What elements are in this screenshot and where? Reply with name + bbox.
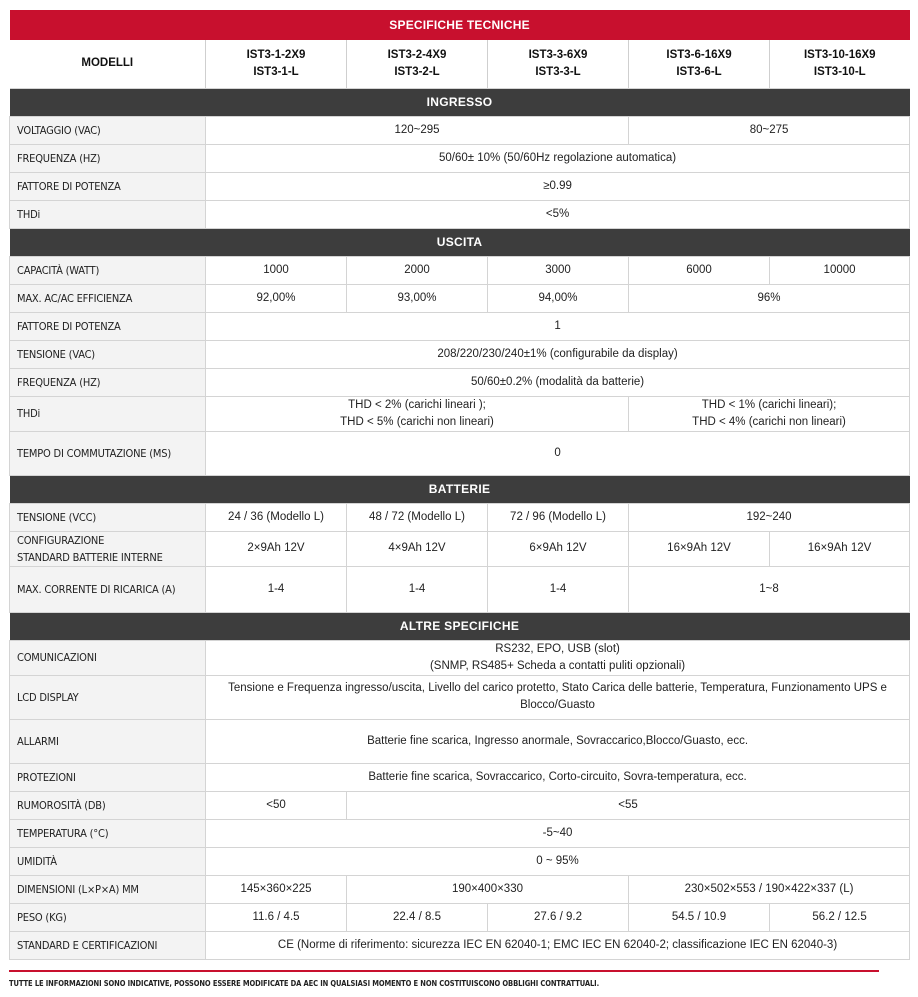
spec-value: THD < 2% (carichi lineari ); THD < 5% (carichi non lineari) [206,396,629,431]
model-header [488,40,629,88]
spec-value: 50/60±0.2% (modalità da batterie) [206,368,910,396]
spec-label: CAPACITÀ (WATT) [10,256,206,284]
disclaimer-footnote: TUTTE LE INFORMAZIONI SONO INDICATIVE, POSSONO ESSERE MODIFICATE DA AEC IN QUALSIASI MOMENTO E NON COSTITUISCONO OBBLIGHI CONTRATTUALI. [9,979,600,988]
spec-label: LCD DISPLAY [10,675,206,719]
spec-value: CE (Norme di riferimento: sicurezza IEC EN 62040-1; EMC IEC EN 62040-2; classificazione IEC EN 62040-3) [206,931,910,959]
spec-value: 1-4 [206,566,347,612]
spec-row [10,847,910,875]
spec-value: 27.6 / 9.2 [488,903,629,931]
model-code: IST3-10-16X9 [803,48,876,61]
spec-label: PESO (KG) [10,903,206,931]
model-code-alt: IST3-3-L [535,65,581,78]
spec-value: <50 [206,791,347,819]
spec-value: 120~295 [206,116,629,144]
spec-row [10,312,910,340]
spec-label: FREQUENZA (HZ) [10,368,206,396]
section-title: INGRESSO [10,88,910,116]
model-code: IST3-6-16X9 [666,48,732,61]
spec-value: 22.4 / 8.5 [347,903,488,931]
section-header [10,228,910,256]
spec-value: 2×9Ah 12V [206,531,347,566]
spec-value: 92,00% [206,284,347,312]
section-header [10,612,910,640]
spec-row [10,763,910,791]
spec-label: TENSIONE (VAC) [10,340,206,368]
spec-value: Tensione e Frequenza ingresso/uscita, Livello del carico protetto, Stato Carica delle batterie, Temperatura, Funzionamento UPS e Blocco/Guasto [206,675,910,719]
spec-value: 2000 [347,256,488,284]
spec-row [10,503,910,531]
models-row [10,40,910,88]
spec-label: MAX. AC/AC EFFICIENZA [10,284,206,312]
spec-label: MAX. CORRENTE DI RICARICA (A) [10,566,206,612]
spec-value: 1 [206,312,910,340]
spec-value: 1-4 [488,566,629,612]
spec-label: THDi [10,396,206,431]
spec-value: 208/220/230/240±1% (configurabile da display) [206,340,910,368]
spec-value: 1000 [206,256,347,284]
page-title: SPECIFICHE TECNICHE [10,10,910,40]
spec-label: VOLTAGGIO (VAC) [10,116,206,144]
spec-value: Batterie fine scarica, Ingresso anormale, Sovraccarico,Blocco/Guasto, ecc. [206,719,910,763]
spec-row [10,116,910,144]
spec-value: <5% [206,200,910,228]
spec-value: 1-4 [347,566,488,612]
spec-value: 4×9Ah 12V [347,531,488,566]
spec-value: 6×9Ah 12V [488,531,629,566]
model-code-alt: IST3-1-L [253,65,299,78]
spec-value: 16×9Ah 12V [770,531,910,566]
spec-row [10,431,910,475]
spec-label: CONFIGURAZIONE STANDARD BATTERIE INTERNE [10,531,206,566]
spec-row [10,340,910,368]
spec-value: 11.6 / 4.5 [206,903,347,931]
section-header [10,88,910,116]
spec-row [10,172,910,200]
footer-divider [9,970,879,972]
spec-value: 50/60± 10% (50/60Hz regolazione automatica) [206,144,910,172]
spec-value: <55 [347,791,910,819]
spec-label: FATTORE DI POTENZA [10,312,206,340]
spec-row [10,675,910,719]
spec-value: 56.2 / 12.5 [770,903,910,931]
spec-value: 94,00% [488,284,629,312]
spec-label: TENSIONE (VCC) [10,503,206,531]
model-code: IST3-1-2X9 [246,48,306,61]
spec-row [10,256,910,284]
spec-value: 93,00% [347,284,488,312]
spec-value: 16×9Ah 12V [629,531,770,566]
spec-row [10,368,910,396]
spec-label: THDi [10,200,206,228]
section-header [10,475,910,503]
spec-value: 192~240 [629,503,910,531]
spec-value: 190×400×330 [347,875,629,903]
spec-label: FATTORE DI POTENZA [10,172,206,200]
spec-row [10,144,910,172]
spec-value: Batterie fine scarica, Sovraccarico, Corto-circuito, Sovra-temperatura, ecc. [206,763,910,791]
section-title: ALTRE SPECIFICHE [10,612,910,640]
spec-label: COMUNICAZIONI [10,640,206,675]
model-code: IST3-2-4X9 [387,48,447,61]
spec-value: 3000 [488,256,629,284]
spec-value: 80~275 [629,116,910,144]
model-code-alt: IST3-6-L [676,65,722,78]
spec-label: STANDARD E CERTIFICAZIONI [10,931,206,959]
spec-value: 72 / 96 (Modello L) [488,503,629,531]
spec-label: PROTEZIONI [10,763,206,791]
spec-table [9,10,910,960]
spec-label: FREQUENZA (HZ) [10,144,206,172]
spec-value: 145×360×225 [206,875,347,903]
spec-label: TEMPO DI COMMUTAZIONE (MS) [10,431,206,475]
spec-value: -5~40 [206,819,910,847]
spec-row [10,819,910,847]
spec-value: 6000 [629,256,770,284]
spec-row [10,640,910,675]
spec-label: RUMOROSITÀ (DB) [10,791,206,819]
spec-label: DIMENSIONI (L×P×A) MM [10,875,206,903]
section-title: USCITA [10,228,910,256]
model-code: IST3-3-6X9 [528,48,588,61]
spec-row [10,903,910,931]
spec-row [10,719,910,763]
model-code-alt: IST3-10-L [813,65,866,78]
model-header [629,40,770,88]
spec-row [10,791,910,819]
spec-row [10,931,910,959]
model-header [770,40,910,88]
spec-row [10,200,910,228]
spec-label: ALLARMI [10,719,206,763]
spec-value: 10000 [770,256,910,284]
spec-value: 0 [206,431,910,475]
model-header [347,40,488,88]
spec-label: UMIDITÀ [10,847,206,875]
spec-row [10,566,910,612]
spec-value: 230×502×553 / 190×422×337 (L) [629,875,910,903]
spec-value: 96% [629,284,910,312]
spec-value: RS232, EPO, USB (slot) (SNMP, RS485+ Scheda a contatti puliti opzionali) [206,640,910,675]
spec-value: 48 / 72 (Modello L) [347,503,488,531]
spec-row [10,396,910,431]
spec-value: 1~8 [629,566,910,612]
spec-value: THD < 1% (carichi lineari); THD < 4% (carichi non lineari) [629,396,910,431]
spec-label: TEMPERATURA (°C) [10,819,206,847]
model-header [206,40,347,88]
title-row [10,10,910,40]
models-label: MODELLI [10,40,206,88]
spec-row [10,875,910,903]
spec-value: 54.5 / 10.9 [629,903,770,931]
spec-value: 0 ~ 95% [206,847,910,875]
section-title: BATTERIE [10,475,910,503]
spec-row [10,531,910,566]
spec-value: ≥0.99 [206,172,910,200]
model-code-alt: IST3-2-L [394,65,440,78]
spec-row [10,284,910,312]
spec-value: 24 / 36 (Modello L) [206,503,347,531]
